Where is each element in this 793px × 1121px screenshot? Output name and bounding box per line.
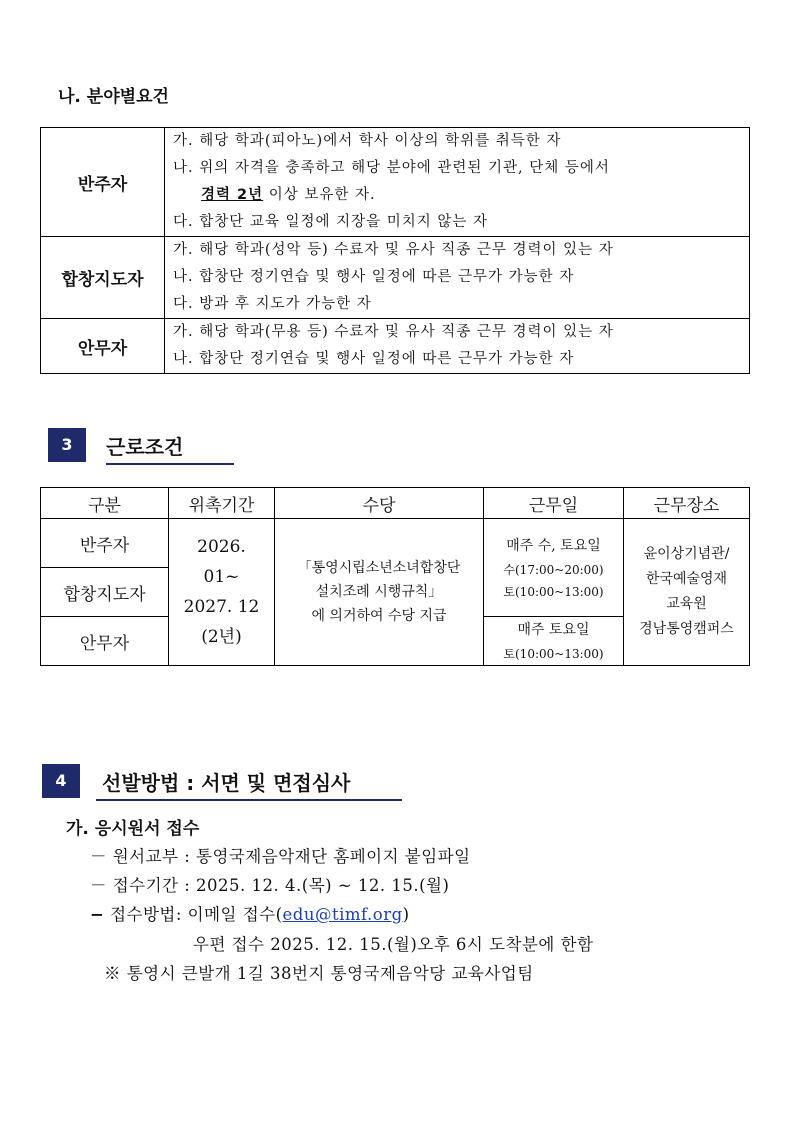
section-title: 선발방법 : 서면 및 면접심사 xyxy=(96,767,402,801)
pay-cell xyxy=(275,519,484,666)
requirement-line: 가. 해당 학과(무용 등) 수료자 및 유사 직종 근무 경력이 있는 자 xyxy=(173,324,614,340)
period-line: 2027. 12 xyxy=(183,597,260,617)
requirements-table xyxy=(40,127,750,374)
table-header-row xyxy=(41,488,750,519)
conditions-table xyxy=(40,487,750,666)
postal-submission-line: 우편 접수 2025. 12. 15.(월)오후 6시 도착분에 한함 xyxy=(193,935,594,954)
place-line: 윤이상기념관/ xyxy=(643,546,730,562)
table-row xyxy=(41,319,750,374)
requirements-cell xyxy=(165,319,750,374)
period-line: (2년) xyxy=(201,627,242,647)
column-header: 수당 xyxy=(275,488,484,519)
table-row xyxy=(41,519,750,568)
requirement-line: 가. 해당 학과(성악 등) 수료자 및 유사 직종 근무 경력이 있는 자 xyxy=(173,242,614,258)
requirement-line: 나. 합창단 정기연습 및 행사 일정에 따른 근무가 가능한 자 xyxy=(173,351,575,367)
place-cell xyxy=(624,519,750,666)
method-close: ) xyxy=(402,905,410,924)
workday-cell xyxy=(484,617,624,666)
application-form-line: － 원서교부 : 통영국제음악재단 홈페이지 붙임파일 xyxy=(90,847,471,866)
pay-line: 에 의거하여 수당 지급 xyxy=(311,608,447,624)
period-line: 2026. xyxy=(197,537,246,557)
workday-time: 토(10:00~13:00) xyxy=(503,584,604,599)
requirement-line: 가. 해당 학과(피아노)에서 학사 이상의 학위를 취득한 자 xyxy=(173,133,562,149)
pay-line: 「통영시립소년소녀합창단 xyxy=(297,560,461,576)
section-subheading: 가. 응시원서 접수 xyxy=(66,819,200,839)
workday-time: 토(10:00~13:00) xyxy=(503,647,604,661)
requirements-cell xyxy=(165,237,750,319)
requirement-line xyxy=(173,182,749,209)
requirements-cell xyxy=(165,128,750,237)
role-cell: 반주자 xyxy=(41,519,169,568)
place-line: 한국예술영재 xyxy=(645,571,728,587)
table-row xyxy=(41,128,750,237)
workday-cell xyxy=(484,519,624,617)
place-line: 교육원 xyxy=(666,596,707,612)
role-cell: 합창지도자 xyxy=(41,568,169,617)
place-line: 경남통영캠퍼스 xyxy=(639,621,734,637)
role-cell: 안무자 xyxy=(41,617,169,666)
column-header: 구분 xyxy=(41,488,169,519)
column-header: 근무장소 xyxy=(624,488,750,519)
application-method-line xyxy=(90,901,410,925)
table-row xyxy=(41,237,750,319)
period-line: 01~ xyxy=(203,567,240,587)
column-header: 근무일 xyxy=(484,488,624,519)
method-text: 접수방법: 이메일 접수( xyxy=(104,905,283,924)
dash-bullet: − xyxy=(90,905,105,924)
email-link[interactable]: edu@timf.org xyxy=(282,905,403,924)
role-cell: 반주자 xyxy=(41,128,165,237)
workday-main: 매주 토요일 xyxy=(517,622,590,638)
role-cell: 안무자 xyxy=(41,319,165,374)
column-header: 위촉기간 xyxy=(169,488,275,519)
period-cell xyxy=(169,519,275,666)
career-emphasis: 경력 2년 xyxy=(201,187,264,203)
section-title: 근로조건 xyxy=(106,431,234,465)
section-subheading: 나. 분야별요건 xyxy=(58,87,169,107)
section-number-badge: 3 xyxy=(48,428,86,462)
workday-main: 매주 수, 토요일 xyxy=(506,537,601,554)
career-rest: 이상 보유한 자. xyxy=(263,187,376,203)
requirement-line: 나. 합창단 정기연습 및 행사 일정에 따른 근무가 가능한 자 xyxy=(173,269,575,285)
application-period-line: － 접수기간 : 2025. 12. 4.(목) ~ 12. 15.(월) xyxy=(90,876,450,895)
requirement-line: 나. 위의 자격을 충족하고 해당 분야에 관련된 기관, 단체 등에서 xyxy=(173,160,610,176)
address-note: ※ 통영시 큰발개 1길 38번지 통영국제음악당 교육사업팀 xyxy=(104,964,534,983)
pay-line: 설치조례 시행규칙」 xyxy=(315,584,443,600)
requirement-line: 다. 방과 후 지도가 가능한 자 xyxy=(173,296,372,312)
requirement-line: 다. 합창단 교육 일정에 지장을 미치지 않는 자 xyxy=(173,214,488,230)
workday-time: 수(17:00~20:00) xyxy=(503,562,604,577)
role-cell: 합창지도자 xyxy=(41,237,165,319)
section-number-badge: 4 xyxy=(42,764,80,798)
